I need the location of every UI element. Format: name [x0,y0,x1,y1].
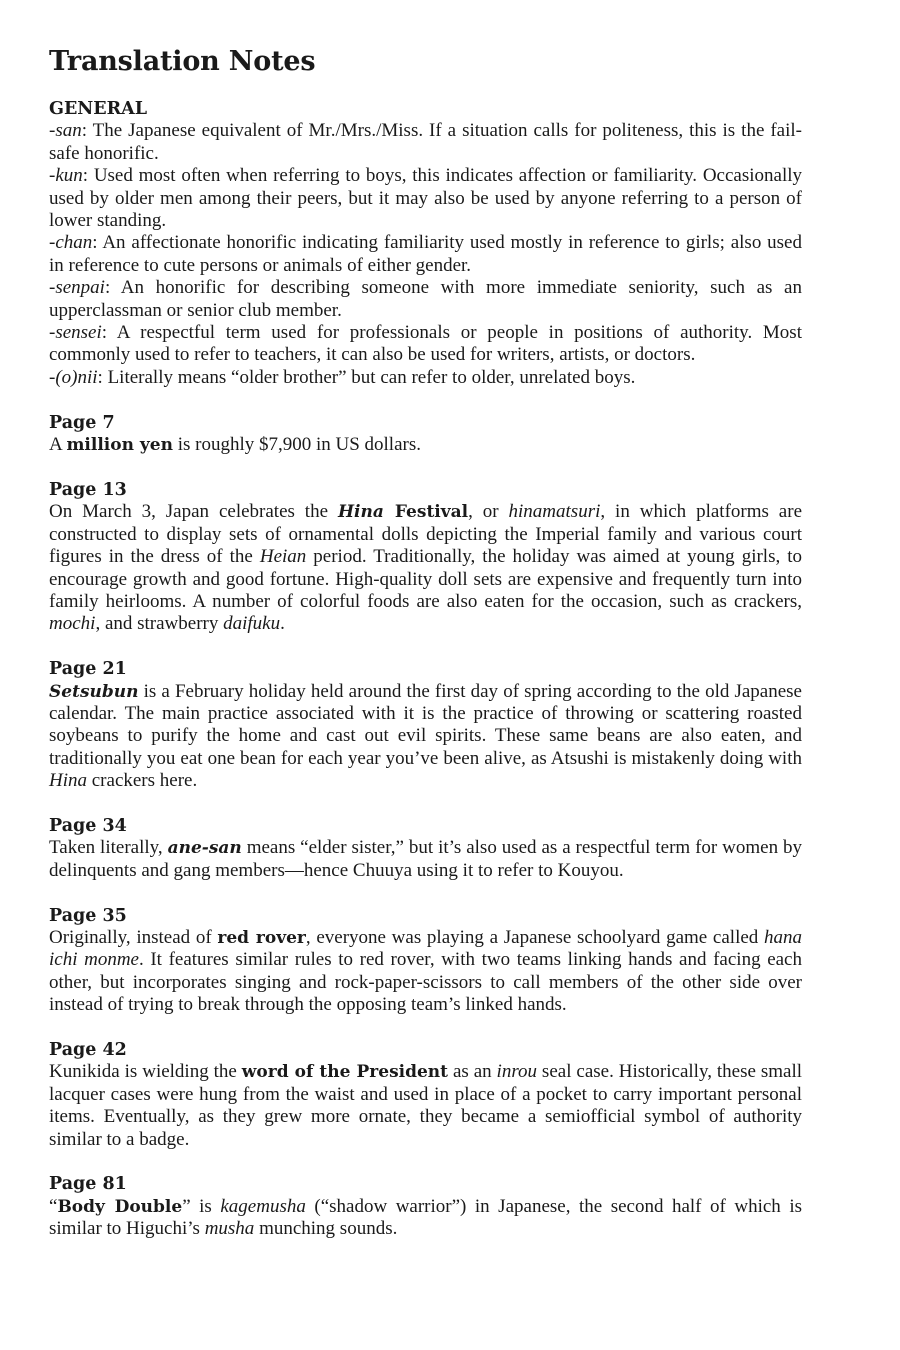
note-text: Originally, instead of [49,926,218,948]
note-text: (“shadow warrior”) in Japanese, the second half of which is similar to Higuchi’s [49,1195,803,1240]
note-page-7 [49,412,802,457]
honorific-entry-onii [49,367,802,389]
honorific-definition: : Used most often when referring to boys, this indicates affection or familiarity. Occasionally used by older men among their peers, but it may also be used by anyone referring to a person of lower standing. [49,165,802,232]
note-text: , and strawberry [95,613,224,635]
note-text: , or [468,501,509,523]
note-italic-term: Hina [49,770,87,792]
note-bold-term: word of the President [241,1062,449,1083]
note-text: crackers here. [87,770,198,792]
note-italic-term: musha [204,1218,255,1240]
note-bold-term: red rover [217,927,306,948]
note-body [49,681,802,793]
honorific-term: (o)nii [55,366,98,388]
general-section [49,98,802,389]
note-text: means “elder sister,” but it’s also used as a respectful term for women by delinquents and gang members—hence Chuuya using it to refer to Kouyou. [49,837,802,881]
honorific-definition: : Literally means “older brother” but can refer to older, unrelated boys. [97,366,636,388]
honorific-definition: : A respectful term used for professionals or people in positions of authority. Most commonly used to refer to teachers, it can also be used for writers, artists, or doctors. [49,322,802,366]
translation-notes-page [49,42,802,1263]
note-italic-term: Heian [259,546,307,568]
note-bold-term: million yen [66,435,173,456]
note-heading: Page 42 [49,1039,127,1060]
honorific-entry-sensei [49,322,802,367]
note-body [49,837,802,882]
note-page-42 [49,1039,802,1151]
note-heading: Page 35 [49,905,127,926]
note-bold-italic-term: Setsubun [49,681,139,702]
honorific-definition: : An honorific for describing someone with more immediate seniority, such as an upperclassman or senior club member. [49,277,802,321]
note-heading: Page 81 [49,1174,127,1195]
note-text: On March 3, Japan celebrates the [49,501,338,523]
honorific-definition: : An affectionate honorific indicating familiarity used mostly in reference to girls; also used in reference to cute persons or animals of either gender. [49,232,802,276]
note-text: Kunikida is wielding the [49,1061,242,1083]
note-body [49,1061,802,1151]
note-text: period. Traditionally, the holiday was aimed at young girls, to encourage growth and good fortune. High-quality doll sets are expensive and frequently turn into family heirlooms. A number of colorful foods are also eaten for the occasion, such as crackers, [49,546,802,612]
honorific-entry-san [49,120,802,165]
note-page-81 [49,1173,802,1240]
note-page-13 [49,479,802,636]
note-bold-italic-term: Hina [337,502,384,523]
note-italic-term: inrou [496,1061,538,1083]
note-text: is a February holiday held around the first day of spring according to the old Japanese calendar. The main practice associated with it is the practice of throwing or scattering roasted soybeans to purify the home and cast out evil spirits. These same beans are also eaten, and traditionally you eat one bean for each year you’ve been alive, as Atsushi is mistakenly doing with [49,680,802,769]
note-text: A [49,434,67,456]
note-text: ” is [182,1195,221,1217]
honorific-term: -senpai [49,277,105,299]
note-bold-italic-term: ane-san [167,838,242,859]
note-text: . [280,613,285,635]
honorific-term: -chan [49,232,93,254]
honorific-entry-kun [49,165,802,232]
honorific-term: -san [49,120,82,142]
note-heading: Page 13 [49,479,127,500]
note-heading: Page 21 [49,659,127,680]
note-text: . It features similar rules to red rover, with two teams linking hands and facing each other, but incorporates singing and rock-paper-scissors to call members of the other side over instead of trying to break through the opposing team’s linked hands. [49,949,802,1016]
note-body [49,927,802,1017]
note-text: is roughly $7,900 in US dollars. [172,434,421,456]
note-italic-term: kagemusha [220,1195,306,1217]
note-bold-term: Body Double [57,1196,183,1217]
honorific-definition: : The Japanese equivalent of Mr./Mrs./Miss. If a situation calls for politeness, this is the fail-safe honorific. [49,120,802,164]
note-body [49,1196,802,1241]
note-body [49,501,802,635]
note-italic-term: daifuku [223,613,281,635]
note-heading: Page 7 [49,412,115,433]
note-heading: Page 34 [49,815,127,836]
note-italic-term: hinamatsuri [508,501,601,523]
note-bold-term: Festival [383,502,469,523]
note-text: munching sounds. [254,1218,398,1240]
note-text: seal case. Historically, these small lacquer cases were hung from the waist and used in place of a pocket to carry important personal items. Eventually, as they grew more ornate, they became a semiofficial symbol of authority similar to a badge. [49,1061,803,1150]
note-italic-term: mochi [49,613,96,635]
note-page-35 [49,905,802,1017]
note-body [49,434,802,456]
note-text: , in which platforms are constructed to display sets of ornamental dolls depicting the Imperial family and various court figures in the dress of the [49,501,803,568]
note-page-34 [49,815,802,882]
note-italic-term: hana ichi monme [49,926,802,971]
page-title: Translation Notes [49,46,316,77]
note-text: as an [448,1061,497,1083]
note-text: “ [49,1195,58,1217]
note-text: Taken literally, [49,837,168,859]
section-heading-general: GENERAL [49,99,148,119]
note-text: , everyone was playing a Japanese schoolyard game called [305,926,764,948]
honorific-entry-chan [49,232,802,277]
honorific-term: -kun [49,165,83,187]
honorific-term: -sensei [49,322,102,344]
note-page-21 [49,658,802,792]
honorific-term-prefix: - [49,366,56,388]
honorific-entry-senpai [49,277,802,322]
